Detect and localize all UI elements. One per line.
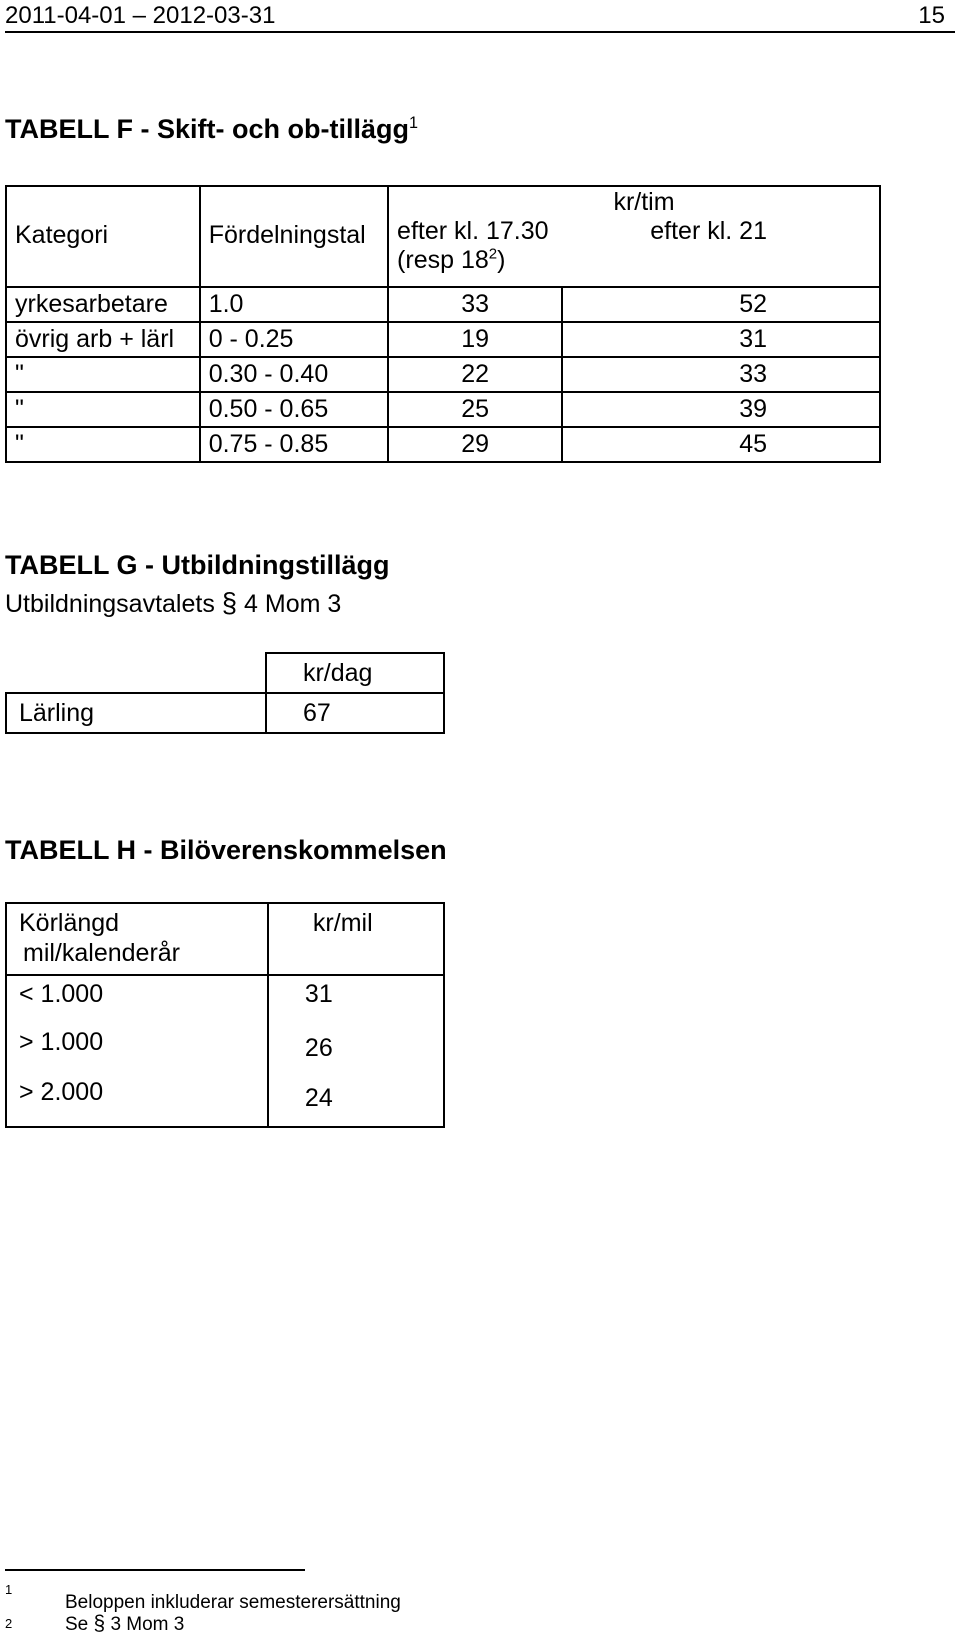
subtitle-text: Utbildningsavtalets (5, 590, 215, 618)
cell-fordelningstal: 0.75 - 0.85 (200, 427, 388, 462)
footnote-2-number: 2 (5, 1616, 13, 1631)
cell-efter-21: 39 (562, 392, 880, 427)
col-header-korlangd (6, 903, 268, 975)
unit-kr-dag: kr/dag (266, 653, 444, 693)
table-row (6, 392, 880, 427)
cell-range: > 2.000 (6, 1078, 268, 1127)
cell-larling-value: 67 (266, 693, 444, 733)
tabell-h-title: TABELL H - Bilöverenskommelsen (5, 835, 447, 865)
empty-header-cell (6, 653, 266, 693)
col-header-kategori (6, 186, 200, 287)
cell-kategori: " (6, 427, 200, 462)
resp-note-close: ) (497, 246, 506, 274)
cell-kategori: " (6, 357, 200, 392)
cell-efter-21: 45 (562, 427, 880, 462)
tabell-g-table (5, 652, 445, 734)
cell-kr-mil: 24 (268, 1078, 444, 1127)
col-header-korlangd-line2: mil/kalenderår (23, 939, 181, 967)
tabell-f-table (5, 185, 881, 463)
table-row (6, 975, 444, 1028)
cell-efter-1730: 25 (388, 392, 562, 427)
cell-fordelningstal: 1.0 (200, 287, 388, 322)
tabell-f-header-row (6, 186, 880, 287)
cell-efter-1730: 19 (388, 322, 562, 357)
tabell-g-title: TABELL G - Utbildningstillägg (5, 550, 390, 580)
footnote-2-pre: Se (65, 1614, 89, 1635)
cell-efter-1730: 22 (388, 357, 562, 392)
tabell-f-title (5, 114, 418, 145)
col-header-korlangd-line1: Körlängd (19, 909, 120, 937)
table-row (6, 322, 880, 357)
resp-note-text: (resp 18 (397, 246, 489, 274)
footnote-2-text (65, 1612, 184, 1636)
table-row (6, 287, 880, 322)
tabell-f-title-text: TABELL F - Skift- och ob-tillägg (5, 114, 409, 144)
cell-efter-1730: 33 (388, 287, 562, 322)
cell-fordelningstal: 0 - 0.25 (200, 322, 388, 357)
cell-efter-21: 52 (562, 287, 880, 322)
subtitle-mom: 4 Mom 3 (244, 590, 342, 618)
cell-kategori: " (6, 392, 200, 427)
unit-kr-tim: kr/tim (613, 188, 675, 216)
cell-fordelningstal: 0.50 - 0.65 (200, 392, 388, 427)
cell-range: > 1.000 (6, 1028, 268, 1078)
cell-range: < 1.000 (6, 975, 268, 1028)
tabell-g-header-row (6, 653, 444, 693)
cell-kr-mil: 31 (268, 975, 444, 1028)
tabell-g-subtitle (5, 587, 341, 619)
section-sign: § (221, 587, 238, 618)
page-number: 15 (918, 2, 945, 29)
col-header-efter-1730: efter kl. 17.30 (397, 217, 549, 245)
cell-efter-21: 31 (562, 322, 880, 357)
table-row (6, 427, 880, 462)
col-header-fordelningstal (200, 186, 388, 287)
col-header-fordelningstal-text: Fördelningstal (208, 221, 366, 249)
header-divider (5, 31, 955, 33)
col-header-kategori-text: Kategori (15, 221, 109, 249)
footnote-2-post: 3 Mom 3 (110, 1614, 185, 1635)
footnote-divider (5, 1569, 305, 1571)
tabell-h-table (5, 902, 445, 1128)
table-row (6, 357, 880, 392)
col-header-efter-21: efter kl. 21 (650, 217, 767, 245)
table-row (6, 693, 444, 733)
col-header-resp-note (389, 245, 879, 275)
cell-kr-mil: 26 (268, 1028, 444, 1078)
tabell-h-header-row (6, 903, 444, 975)
page-header-period: 2011-04-01 – 2012-03-31 (5, 2, 276, 29)
cell-fordelningstal: 0.30 - 0.40 (200, 357, 388, 392)
table-row (6, 1078, 444, 1127)
cell-larling-label: Lärling (6, 693, 266, 733)
table-row (6, 1028, 444, 1078)
footnote-2 (5, 1612, 185, 1635)
col-header-kr-tim-group (388, 186, 880, 287)
cell-efter-1730: 29 (388, 427, 562, 462)
cell-efter-21: 33 (562, 357, 880, 392)
footnote-ref-1: 1 (408, 114, 418, 132)
cell-kategori: yrkesarbetare (6, 287, 200, 322)
footnote-1-number: 1 (5, 1582, 13, 1597)
footnote-1-text: Beloppen inkluderar semesterersättning (65, 1592, 401, 1613)
section-sign: § (93, 1612, 106, 1635)
unit-kr-mil: kr/mil (268, 903, 444, 975)
footnote-ref-2: 2 (488, 245, 498, 263)
cell-kategori: övrig arb + lärl (6, 322, 200, 357)
footnote-1 (5, 1582, 401, 1613)
col-header-times (389, 217, 879, 245)
